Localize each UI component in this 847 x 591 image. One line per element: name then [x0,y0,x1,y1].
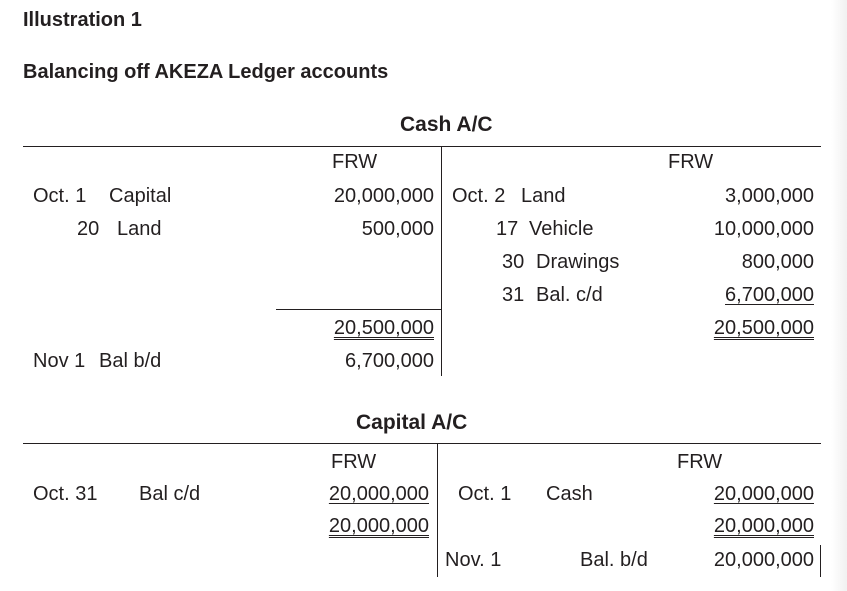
cash-credit-total: 20,500,000 [713,317,814,339]
entry-amount: 800,000 [741,251,814,273]
entry-particulars: Capital [109,185,172,207]
cash-account-center-rule [441,146,442,376]
cash-credit-currency: FRW [668,151,714,173]
entry-date: Oct. 1 [458,483,512,505]
page-edge [831,0,847,591]
entry-amount: 20,000,000 [713,483,814,505]
entry-date: 30 [502,251,525,273]
entry-date: Nov 1 [33,350,86,372]
entry-amount: 6,700,000 [345,350,434,372]
entry-amount: 6,700,000 [725,284,814,306]
illustration-heading: Illustration 1 [23,9,142,31]
entry-date: Oct. 2 [452,185,506,207]
entry-particulars: Drawings [536,251,620,273]
cash-debit-subtotal-rule [276,309,442,310]
entry-amount: 3,000,000 [725,185,814,207]
entry-particulars: Cash [546,483,593,505]
capital-account-right-rule [820,545,821,577]
entry-amount: 20,000,000 [713,549,814,571]
entry-amount: 20,000,000 [328,483,429,505]
entry-date: Nov. 1 [445,549,502,571]
cash-account-top-rule [23,146,821,147]
capital-account-center-rule [437,443,438,577]
entry-date: Oct. 31 [33,483,98,505]
capital-credit-total: 20,000,000 [713,515,814,537]
entry-particulars: Land [117,218,162,240]
entry-particulars: Bal b/d [99,350,162,372]
cash-debit-currency: FRW [332,151,378,173]
entry-amount: 10,000,000 [713,218,814,240]
entry-amount: 500,000 [361,218,434,240]
cash-debit-total: 20,500,000 [333,317,434,339]
entry-amount: 20,000,000 [333,185,434,207]
capital-credit-currency: FRW [677,451,723,473]
entry-date: Oct. 1 [33,185,87,207]
capital-debit-total: 20,000,000 [328,515,429,537]
entry-particulars: Land [521,185,566,207]
entry-particulars: Vehicle [529,218,594,240]
cash-account-title: Cash A/C [400,113,493,136]
entry-particulars: Bal. b/d [580,549,648,571]
section-heading: Balancing off AKEZA Ledger accounts [23,61,389,83]
capital-debit-currency: FRW [331,451,377,473]
entry-date: 31 [502,284,525,306]
entry-date: 20 [77,218,100,240]
capital-account-top-rule [23,443,821,444]
entry-date: 17 [496,218,519,240]
entry-particulars: Bal. c/d [536,284,603,306]
entry-particulars: Bal c/d [139,483,201,505]
capital-account-title: Capital A/C [356,411,468,434]
